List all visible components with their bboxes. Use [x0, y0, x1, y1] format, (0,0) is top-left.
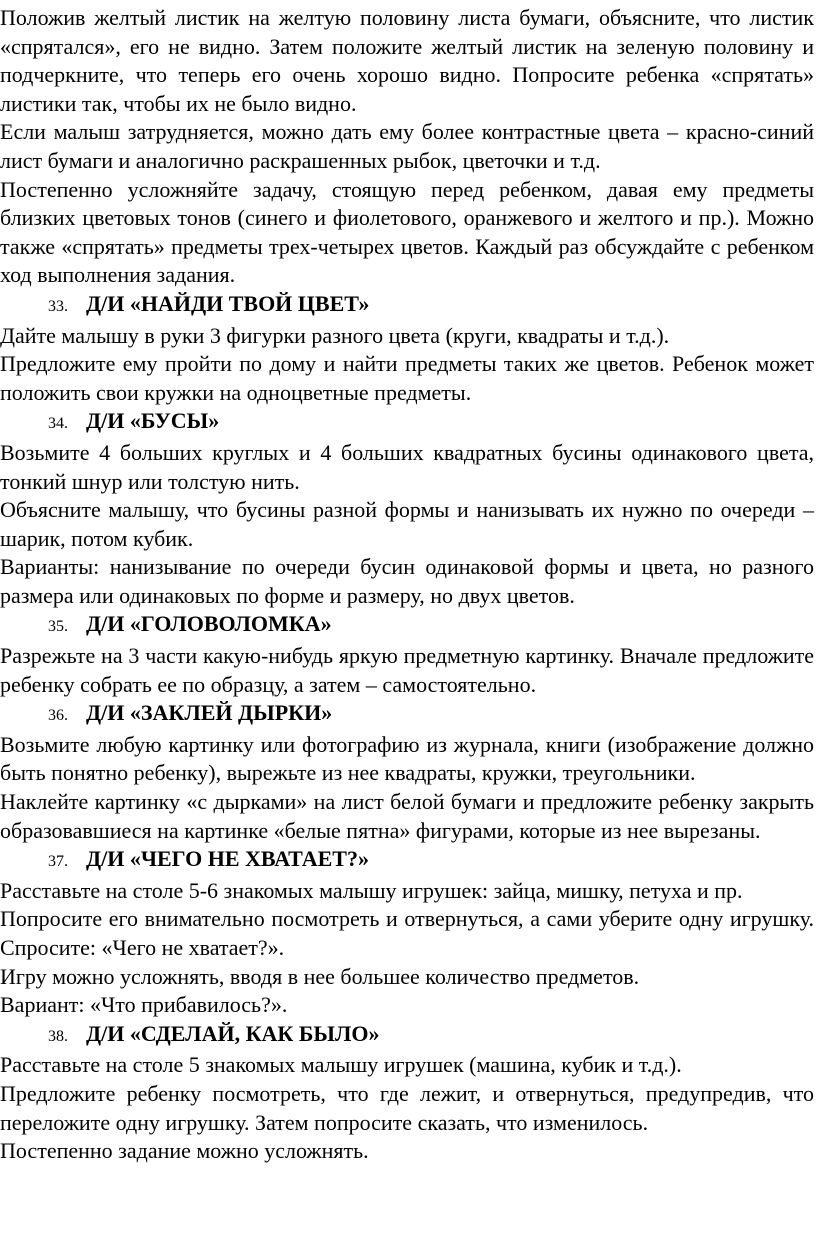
section-34-paragraph-3: Варианты: нанизывание по очереди бусин одинаковой формы и цвета, но разного размера или одинаковых по форме и размеру, но двух цветов.: [0, 554, 814, 608]
section-38-paragraph-3: Постепенно задание можно усложнять.: [0, 1138, 369, 1164]
section-heading-37: [0, 845, 814, 877]
section-heading-33: [0, 290, 814, 322]
section-title: Д/И «БУСЫ»: [86, 408, 220, 434]
section-heading-34: [0, 407, 814, 439]
section-38-paragraph-2: Предложите ребенку посмотреть, что где лежит, и отвернуться, предупредив, что переложите одну игрушку. Затем попросите сказать, что изменилось.: [0, 1080, 814, 1135]
section-title: Д/И «ЧЕГО НЕ ХВАТАЕТ?»: [86, 846, 369, 872]
section-title: Д/И «ГОЛОВОЛОМКА»: [86, 611, 332, 637]
section-37-paragraph-3: Игру можно усложнять, вводя в нее большее количество предметов.: [0, 963, 640, 989]
intro-paragraph-3: Постепенно усложняйте задачу, стоящую перед ребенком, давая ему предметы близких цветовых тонов (синего и фиолетового, оранжевого и желтого и пр.). Можно также «спрятать» предметы трех-четырех цветов. Каждый раз обсуждайте с ребенком ход выполнения задания.: [0, 176, 814, 288]
intro-paragraph-1: Положив желтый листик на желтую половину листа бумаги, объясните, что листик «спрятался», его не видно. Затем положите желтый листик на зеленую половину и подчеркните, что теперь его очень хорошо видно. Попросите ребенка «спрятать» листики так, чтобы их не было видно.: [0, 5, 814, 116]
section-34-paragraph-2: Объясните малышу, что бусины разной формы и нанизывать их нужно по очереди – шарик, потом кубик.: [0, 497, 814, 551]
section-36-paragraph-1: Возьмите любую картинку или фотографию из журнала, книги (изображение должно быть понятно ребенку), вырежьте из нее квадраты, кружки, треугольники.: [0, 731, 814, 786]
section-34-paragraph-1: Возьмите 4 больших круглых и 4 больших квадратных бусины одинакового цвета, тонкий шнур или толстую нить.: [0, 439, 814, 494]
section-37-paragraph-4: Вариант: «Что прибавилось?».: [0, 992, 288, 1018]
section-37-paragraph-2: Попросите его внимательно посмотреть и отвернуться, а сами уберите одну игрушку. Спросите: «Чего не хватает?».: [0, 906, 814, 960]
section-33-paragraph-1: Дайте малышу в руки 3 фигурки разного цвета (круги, квадраты и т.д.).: [0, 322, 670, 348]
section-number: 34.: [48, 415, 68, 433]
section-36-paragraph-2: Наклейте картинку «с дырками» на лист белой бумаги и предложите ребенку закрыть образовавшиеся на картинке «белые пятна» фигурами, которые из нее вырезаны.: [0, 789, 814, 843]
section-number: 37.: [48, 853, 68, 871]
intro-paragraph-2: Если малыш затрудняется, можно дать ему более контрастные цвета – красно-синий лист бумаги и аналогично раскрашенных рыбок, цветочки и т.д.: [0, 119, 814, 173]
section-title: Д/И «ЗАКЛЕЙ ДЫРКИ»: [86, 700, 333, 726]
section-33-paragraph-2: Предложите ему пройти по дому и найти предметы таких же цветов. Ребенок может положить свои кружки на одноцветные предметы.: [0, 351, 814, 405]
section-38-paragraph-1: Расставьте на столе 5 знакомых малышу игрушек (машина, кубик и т.д.).: [0, 1052, 682, 1078]
section-title: Д/И «НАЙДИ ТВОЙ ЦВЕТ»: [86, 290, 370, 316]
section-37-paragraph-1: Расставьте на столе 5-6 знакомых малышу игрушек: зайца, мишку, петуха и пр.: [0, 877, 743, 903]
section-number: 35.: [48, 618, 68, 636]
section-heading-36: [0, 699, 814, 731]
section-number: 36.: [48, 707, 68, 725]
section-number: 38.: [48, 1027, 68, 1045]
section-35-paragraph-1: Разрежьте на 3 части какую-нибудь яркую предметную картинку. Вначале предложите ребенку собрать ее по образцу, а затем – самостоятельно.: [0, 643, 814, 697]
section-title: Д/И «СДЕЛАЙ, КАК БЫЛО»: [86, 1020, 380, 1046]
section-heading-35: [0, 610, 814, 642]
section-number: 33.: [48, 297, 68, 315]
section-heading-38: [0, 1020, 814, 1052]
